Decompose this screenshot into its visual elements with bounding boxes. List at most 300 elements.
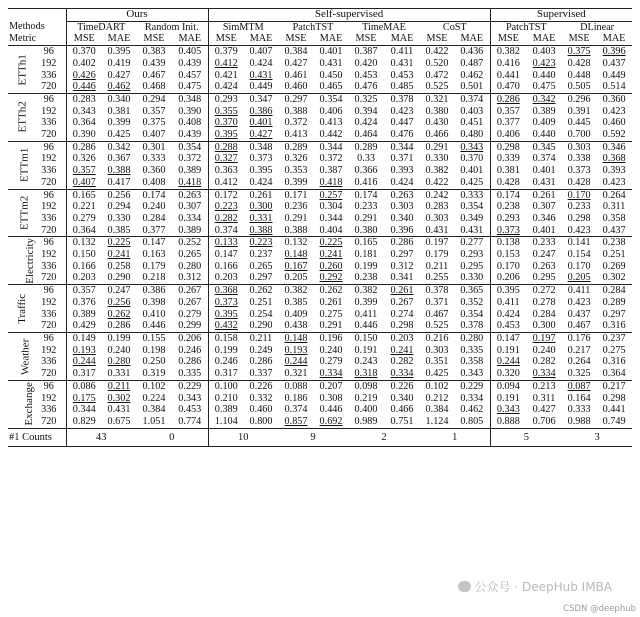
value-cell: 0.300 [532,320,556,332]
value-cell: 0.357 [72,285,96,297]
value-cell: 0.374 [454,93,490,105]
table-row [8,237,632,249]
value-cell: 0.364 [72,224,96,236]
table-row [8,356,632,368]
value-cell: 0.154 [567,249,591,261]
value-cell: 0.403 [454,106,490,118]
value-cell: 0.431 [532,176,556,188]
value-cell: 0.333 [454,189,490,201]
value-cell: 0.439 [172,129,208,141]
horizon-cell: 336 [32,261,66,273]
value-cell: 0.226 [390,380,414,392]
value-cell: 0.249 [249,344,273,356]
value-cell: 0.098 [354,380,378,392]
value-cell: 0.102 [425,380,449,392]
value-cell: 0.384 [284,46,308,58]
value-cell: 0.391 [567,105,591,117]
value-cell: 0.592 [602,129,626,141]
value-cell: 0.388 [284,105,308,117]
horizon-cell: 96 [32,237,66,249]
count-cell: 5 [523,431,529,443]
value-cell: 0.402 [72,57,96,69]
value-cell: 0.409 [532,117,556,129]
value-cell: 0.211 [425,260,449,272]
value-cell: 0.243 [354,356,378,368]
value-cell: 0.335 [172,368,208,380]
value-cell: 0.334 [390,368,414,380]
count-cell: 0 [136,428,208,447]
value-cell: 0.289 [284,141,308,153]
value-cell: 0.334 [172,213,208,225]
value-cell: 0.389 [172,225,208,237]
value-cell: 0.191 [496,344,520,356]
value-cell: 0.343 [172,393,208,405]
horizon-cell: 192 [32,393,66,405]
value-cell: 0.446 [319,404,343,416]
value-cell: 0.700 [567,129,591,141]
value-cell: 0.258 [107,260,131,272]
value-cell: 0.246 [214,356,238,368]
value-cell: 0.421 [214,69,238,81]
value-cell: 0.291 [425,141,449,153]
value-cell: 0.416 [354,176,378,188]
value-cell: 0.373 [567,165,591,177]
value-cell: 0.411 [354,308,378,320]
value-cell: 0.158 [214,332,238,344]
value-cell: 0.449 [249,81,273,93]
value-cell: 0.308 [319,392,343,404]
table-row [8,129,632,141]
value-cell: 0.367 [107,153,131,165]
value-cell: 0.412 [214,57,238,69]
value-cell: 0.412 [214,176,238,188]
value-cell: 0.303 [425,212,449,224]
value-cell: 0.749 [602,415,626,427]
value-cell: 0.165 [72,189,96,201]
watermark-text: 公众号 · DeepHub IMBA [474,580,612,594]
value-cell: 0.485 [390,81,414,93]
value-cell: 0.389 [172,165,208,177]
value-cell: 0.370 [454,153,490,165]
value-cell: 0.425 [425,368,449,380]
value-cell: 0.417 [107,176,131,188]
method-dlinear: DLinear [580,21,615,33]
value-cell: 0.197 [425,237,449,249]
value-cell: 0.284 [532,308,556,320]
value-cell: 0.888 [496,415,520,427]
value-cell: 0.428 [567,176,591,188]
value-cell: 0.331 [107,368,131,380]
results-table-container [8,8,632,447]
table-row [8,320,632,332]
value-cell: 0.424 [390,176,414,188]
value-cell: 0.203 [72,272,96,284]
value-cell: 0.213 [532,380,556,392]
horizon-cell: 336 [32,117,66,129]
metric-header: MSE [497,33,519,45]
value-cell: 0.298 [567,212,591,224]
value-cell: 0.364 [602,368,626,380]
value-cell: 0.352 [454,297,490,309]
value-cell: 0.451 [454,117,490,129]
value-cell: 0.357 [496,105,520,117]
value-cell: 0.301 [142,141,166,153]
value-cell: 0.176 [567,332,591,344]
value-cell: 0.217 [602,380,626,392]
value-cell: 0.460 [602,117,626,129]
value-cell: 0.380 [425,105,449,117]
value-cell: 0.475 [532,81,556,93]
value-cell: 0.360 [602,93,626,105]
value-cell: 0.279 [172,309,208,321]
value-cell: 0.298 [496,141,520,153]
value-cell: 0.218 [142,272,166,284]
value-cell: 1.124 [425,415,449,427]
value-cell: 0.374 [214,224,238,236]
value-cell: 0.382 [496,46,520,58]
value-cell: 0.251 [249,296,273,308]
watermark [458,578,612,595]
methods-label: Methods [8,21,66,33]
value-cell: 0.347 [249,93,273,105]
table-row [8,345,632,357]
table-row [8,165,632,177]
value-cell: 0.423 [567,296,591,308]
value-cell: 0.393 [602,165,626,177]
count-cell: 2 [381,431,387,443]
value-cell: 0.368 [602,153,626,165]
value-cell: 0.193 [284,344,308,356]
horizon-cell: 720 [32,368,66,380]
horizon-cell: 192 [32,106,66,118]
value-cell: 0.334 [532,368,556,380]
value-cell: 0.424 [496,308,520,320]
value-cell: 0.207 [319,380,343,392]
value-cell: 0.211 [107,380,131,392]
value-cell: 0.286 [72,141,96,153]
value-cell: 0.407 [249,46,273,58]
value-cell: 0.303 [425,344,449,356]
value-cell: 0.286 [390,237,414,249]
horizon-cell: 720 [32,129,66,141]
value-cell: 0.406 [496,129,520,141]
horizon-cell: 192 [32,345,66,357]
value-cell: 0.441 [602,404,626,416]
value-cell: 0.191 [354,344,378,356]
table-row [8,309,632,321]
value-cell: 0.342 [107,141,131,153]
value-cell: 0.262 [319,285,343,297]
value-cell: 0.424 [249,57,273,69]
value-cell: 0.132 [284,237,308,249]
value-cell: 0.399 [107,117,131,129]
method-patchtst-sup: PatchTST [505,21,547,33]
value-cell: 0.378 [454,320,490,332]
value-cell: 0.401 [532,224,556,236]
value-cell: 0.211 [249,332,273,344]
value-cell: 0.380 [354,224,378,236]
value-cell: 0.408 [172,117,208,129]
value-cell: 0.395 [496,285,520,297]
value-cell: 0.33 [357,153,375,165]
value-cell: 0.401 [319,46,343,58]
value-cell: 0.416 [496,57,520,69]
value-cell: 0.246 [172,345,208,357]
value-cell: 0.675 [107,415,131,427]
horizon-cell: 96 [32,141,66,153]
table-row [8,117,632,129]
horizon-cell: 720 [32,81,66,93]
value-cell: 0.284 [602,285,626,297]
group-ours: Ours [66,9,208,22]
value-cell: 0.346 [532,212,556,224]
value-cell: 0.147 [214,249,238,261]
value-cell: 0.302 [107,392,131,404]
value-cell: 0.398 [142,296,166,308]
value-cell: 0.354 [454,201,490,213]
value-cell: 0.475 [172,81,208,93]
value-cell: 0.464 [354,129,378,141]
value-cell: 0.344 [319,141,343,153]
table-row [8,393,632,405]
metric-header: MAE [172,33,208,45]
value-cell: 0.283 [425,201,449,213]
value-cell: 0.150 [354,332,378,344]
value-cell: 0.344 [390,141,414,153]
metric-header: MSE [285,33,307,45]
value-cell: 0.381 [496,165,520,177]
table-row [8,332,632,344]
value-cell: 0.387 [354,46,378,58]
value-cell: 0.378 [425,285,449,297]
value-cell: 0.286 [249,356,273,368]
value-cell: 0.348 [249,141,273,153]
value-cell: 0.274 [390,308,414,320]
value-cell: 0.441 [496,69,520,81]
value-cell: 0.282 [390,356,414,368]
value-cell: 0.205 [284,272,308,284]
value-cell: 0.401 [249,117,273,129]
value-cell: 0.149 [72,332,96,344]
value-cell: 0.370 [214,117,238,129]
value-cell: 0.805 [454,416,490,428]
horizon-cell: 96 [32,189,66,201]
horizon-cell: 192 [32,297,66,309]
value-cell: 0.174 [142,189,166,201]
value-cell: 0.174 [496,189,520,201]
value-cell: 0.487 [454,58,490,70]
value-cell: 0.436 [454,46,490,58]
value-cell: 0.164 [567,392,591,404]
value-cell: 0.428 [496,176,520,188]
value-cell: 0.364 [72,117,96,129]
value-cell: 0.272 [532,285,556,297]
table-row [8,285,632,297]
value-cell: 0.238 [602,237,626,249]
value-cell: 0.212 [425,392,449,404]
value-cell: 0.224 [142,392,166,404]
dataset-label [8,93,32,141]
value-cell: 0.374 [532,153,556,165]
value-cell: 0.284 [142,212,166,224]
value-cell: 0.155 [142,332,166,344]
value-cell: 0.251 [602,249,626,261]
value-cell: 0.431 [249,69,273,81]
dataset-label [8,285,32,333]
value-cell: 0.375 [567,46,591,58]
value-cell: 0.460 [249,404,273,416]
value-cell: 0.395 [214,308,238,320]
value-cell: 0.196 [319,332,343,344]
value-cell: 0.345 [532,141,556,153]
value-cell: 0.424 [354,117,378,129]
method-random-init: Random Init. [136,21,208,33]
value-cell: 0.396 [602,46,626,58]
metric-header: MAE [319,33,343,45]
value-cell: 0.297 [249,272,273,284]
value-cell: 0.404 [319,224,343,236]
value-cell: 0.229 [454,380,490,392]
value-cell: 0.476 [354,81,378,93]
table-row [8,106,632,118]
value-cell: 0.368 [214,285,238,297]
value-cell: 0.291 [354,212,378,224]
value-cell: 0.181 [354,249,378,261]
value-cell: 0.088 [284,380,308,392]
table-row [8,297,632,309]
value-cell: 0.393 [390,165,414,177]
value-cell: 0.312 [390,260,414,272]
horizon-cell: 720 [32,272,66,284]
value-cell: 0.286 [107,320,131,332]
value-cell: 0.250 [142,356,166,368]
value-cell: 0.363 [214,165,238,177]
value-cell: 0.244 [284,356,308,368]
value-cell: 0.233 [567,201,591,213]
value-cell: 0.446 [142,320,166,332]
value-cell: 0.199 [214,344,238,356]
value-cell: 0.330 [454,272,490,284]
value-cell: 0.439 [172,58,208,70]
value-cell: 0.419 [107,57,131,69]
horizon-cell: 720 [32,177,66,189]
table-row [8,70,632,82]
value-cell: 0.237 [602,332,626,344]
table-row [8,272,632,284]
value-cell: 0.431 [425,224,449,236]
value-cell: 0.418 [319,176,343,188]
value-cell: 0.446 [72,81,96,93]
value-cell: 0.431 [390,57,414,69]
value-cell: 0.326 [72,153,96,165]
value-cell: 0.153 [496,249,520,261]
value-cell: 0.340 [390,212,414,224]
value-cell: 0.307 [172,201,208,213]
value-cell: 0.254 [249,308,273,320]
value-cell: 0.706 [532,415,556,427]
results-body [8,46,632,447]
value-cell: 0.408 [142,176,166,188]
value-cell: 0.372 [319,153,343,165]
value-cell: 0.298 [602,392,626,404]
value-cell: 0.167 [284,260,308,272]
value-cell: 0.354 [172,141,208,153]
value-cell: 0.238 [496,201,520,213]
dataset-name: ETTm1 [18,148,31,183]
value-cell: 0.467 [567,320,591,332]
value-cell: 0.216 [425,332,449,344]
value-cell: 0.288 [214,141,238,153]
value-cell: 0.384 [425,404,449,416]
value-cell: 0.418 [172,177,208,189]
value-cell: 0.382 [284,285,308,297]
value-cell: 0.349 [454,213,490,225]
value-cell: 0.351 [425,356,449,368]
count-cell: 3 [594,431,600,443]
value-cell: 0.133 [214,237,238,249]
value-cell: 0.330 [107,212,131,224]
value-cell: 0.247 [532,249,556,261]
count-cell: 1 [420,428,490,447]
value-cell: 0.360 [142,165,166,177]
value-cell: 0.341 [390,272,414,284]
value-cell: 0.094 [496,380,520,392]
value-cell: 0.311 [602,201,626,213]
value-cell: 0.857 [284,415,308,427]
value-cell: 0.325 [567,368,591,380]
value-cell: 0.206 [172,332,208,344]
value-cell: 0.264 [602,189,626,201]
value-cell: 0.400 [354,404,378,416]
value-cell: 0.403 [532,46,556,58]
value-cell: 0.256 [107,189,131,201]
table-row [8,225,632,237]
count-cell: 10 [238,431,249,443]
value-cell: 0.286 [172,356,208,368]
value-cell: 0.373 [249,153,273,165]
value-cell: 0.424 [214,81,238,93]
value-cell: 0.295 [532,272,556,284]
value-cell: 0.366 [354,165,378,177]
value-cell: 0.242 [425,189,449,201]
value-cell: 0.829 [72,415,96,427]
value-cell: 0.339 [496,153,520,165]
value-cell: 0.263 [532,260,556,272]
value-cell: 0.342 [532,93,556,105]
value-cell: 0.425 [454,177,490,189]
value-cell: 0.429 [72,320,96,332]
value-cell: 0.320 [496,368,520,380]
value-cell: 0.384 [142,404,166,416]
value-cell: 0.193 [72,344,96,356]
value-cell: 0.501 [454,81,490,93]
value-cell: 0.148 [284,249,308,261]
value-cell: 0.291 [319,320,343,332]
value-cell: 0.296 [567,93,591,105]
value-cell: 0.388 [284,224,308,236]
value-cell: 0.241 [319,249,343,261]
method-patchtst-ss: PatchTST [292,21,334,33]
value-cell: 0.238 [354,272,378,284]
value-cell: 0.354 [454,309,490,321]
counts-row [8,428,632,447]
dataset-name: ETTh2 [16,101,29,133]
value-cell: 0.263 [172,189,208,201]
dataset-name: Exchange [22,382,35,426]
value-cell: 0.401 [532,165,556,177]
table-row [8,249,632,261]
value-cell: 0.344 [319,212,343,224]
